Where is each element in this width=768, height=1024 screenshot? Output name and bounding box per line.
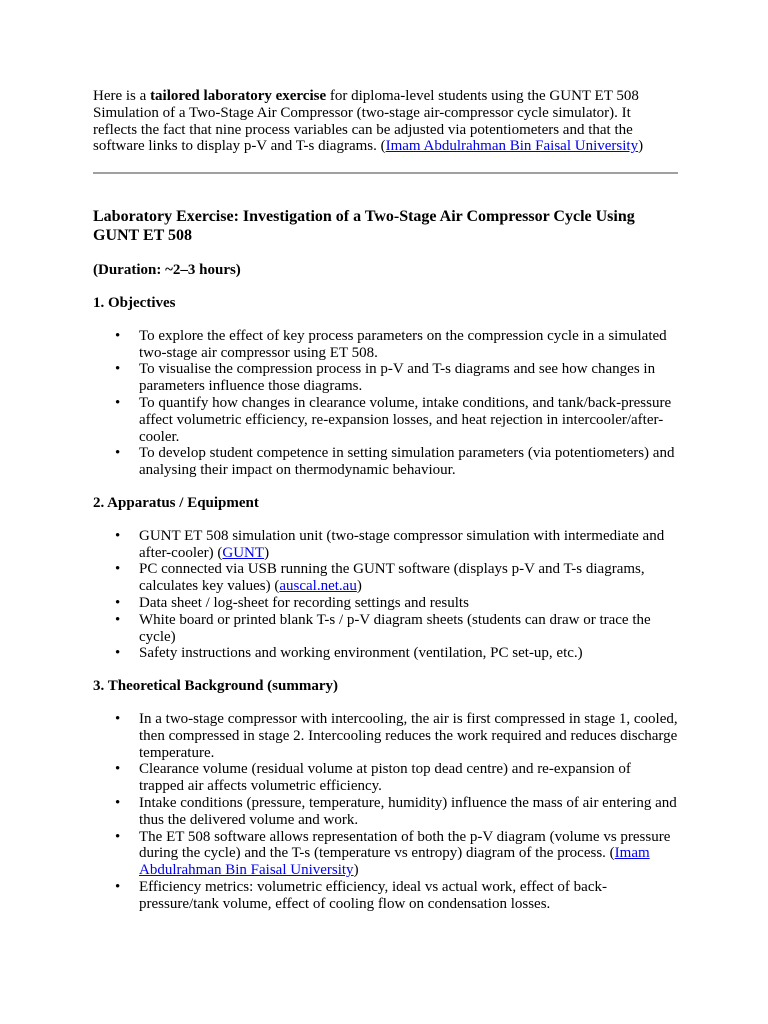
list-item-text: To visualise the compression process in p-V and T-s diagrams and see how changes in parameters influence those diagrams.: [139, 361, 656, 395]
list-item-text: Clearance volume (residual volume at piston top dead centre) and re-expansion of trapped air affects volumetric efficiency.: [139, 761, 631, 795]
list-item: [93, 328, 678, 362]
document-title: Laboratory Exercise: Investigation of a Two-Stage Air Compressor Cycle Using GUNT ET 508: [93, 208, 635, 245]
list-item: [93, 879, 678, 913]
list-item-text: To develop student competence in setting simulation parameters (via potentiometers) and analysing their impact on thermodynamic behaviour.: [139, 445, 675, 479]
bullet-icon: •: [115, 327, 121, 344]
horizontal-divider: [93, 172, 678, 174]
bullet-icon: •: [115, 527, 121, 544]
bullet-icon: •: [115, 361, 121, 378]
intro-source-link[interactable]: Imam Abdulrahman Bin Faisal University: [385, 138, 639, 155]
list-item: [93, 612, 678, 646]
bullet-icon: •: [115, 878, 121, 895]
list-item: [93, 711, 678, 761]
bullet-icon: •: [115, 645, 121, 662]
theory-list: [93, 711, 678, 913]
intro-prefix: Here is a: [93, 88, 151, 104]
apparatus-heading: 2. Apparatus / Equipment: [93, 494, 259, 511]
bullet-icon: •: [115, 794, 121, 811]
bullet-icon: •: [115, 761, 121, 778]
list-item-text: Intake conditions (pressure, temperature, humidity) influence the mass of air entering and thus the delivered volume and work.: [139, 794, 677, 828]
objectives-heading: 1. Objectives: [93, 294, 176, 311]
list-item-text: The ET 508 software allows representation of both the p-V diagram (volume vs pressure during the cycle) and the T-s (temperature vs entropy) diagram of the process. (: [139, 828, 671, 862]
bullet-icon: •: [115, 445, 121, 462]
list-item-text: Efficiency metrics: volumetric efficiency, ideal vs actual work, effect of back-pressure/tank volume, effect of cooling flow on condensation losses.: [139, 878, 607, 912]
list-item: [93, 445, 678, 479]
gunt-link[interactable]: GUNT: [222, 544, 265, 561]
list-item: [93, 761, 678, 795]
list-item: [93, 645, 678, 662]
intro-bold-phrase: tailored laboratory exercise: [150, 88, 327, 104]
list-item-text: GUNT ET 508 simulation unit (two-stage compressor simulation with intermediate and after-cooler) (: [139, 527, 665, 561]
auscal-link[interactable]: auscal.net.au: [279, 578, 357, 595]
bullet-icon: •: [115, 828, 121, 845]
bullet-icon: •: [115, 561, 121, 578]
list-item: [93, 395, 678, 445]
list-item-text: White board or printed blank T-s / p-V diagram sheets (students can draw or trace the cycle): [139, 611, 651, 645]
list-item: [93, 595, 678, 612]
apparatus-list: [93, 528, 678, 662]
list-item-suffix: ): [356, 578, 362, 595]
list-item-text: To explore the effect of key process parameters on the compression cycle in a simulated two-stage air compressor using ET 508.: [139, 327, 667, 361]
theory-heading: 3. Theoretical Background (summary): [93, 678, 339, 695]
list-item-suffix: ): [353, 862, 359, 879]
list-item: [93, 528, 678, 562]
bullet-icon: •: [115, 394, 121, 411]
bullet-icon: •: [115, 611, 121, 628]
list-item-text: PC connected via USB running the GUNT software (displays p-V and T-s diagrams, calculates key values) (: [139, 561, 645, 595]
list-item: [93, 361, 678, 395]
list-item-text: Safety instructions and working environment (ventilation, PC set-up, etc.): [139, 645, 583, 662]
bullet-icon: •: [115, 710, 121, 727]
list-item: [93, 829, 678, 879]
duration-note: (Duration: ~2–3 hours): [93, 262, 241, 279]
objectives-list: [93, 328, 678, 479]
intro-text: for diploma-level students using the GUNT ET 508 Simulation of a Two-Stage Air Compressor (two-stage air-compressor cycle simulator). It reflects the fact that nine process variables can be adjusted via potentiometers and that the software links to display p-V and T-s diagrams. (: [93, 88, 639, 155]
list-item: [93, 795, 678, 829]
intro-paragraph: [93, 88, 678, 155]
document-page: [93, 88, 678, 912]
university-source-link[interactable]: Imam Abdulrahman Bin Faisal University: [139, 845, 650, 879]
list-item-text: In a two-stage compressor with intercooling, the air is first compressed in stage 1, cooled, then compressed in stage 2. Intercooling reduces the work required and reduces discharge temperature.: [139, 710, 678, 761]
list-item-text: To quantify how changes in clearance volume, intake conditions, and tank/back-pressure affect volumetric efficiency, re-expansion losses, and heat rejection in intercooler/after-cooler.: [139, 394, 672, 445]
intro-suffix: ): [638, 138, 644, 155]
bullet-icon: •: [115, 594, 121, 611]
list-item-suffix: ): [264, 544, 270, 561]
list-item-text: Data sheet / log-sheet for recording settings and results: [139, 594, 469, 611]
list-item: [93, 561, 678, 595]
